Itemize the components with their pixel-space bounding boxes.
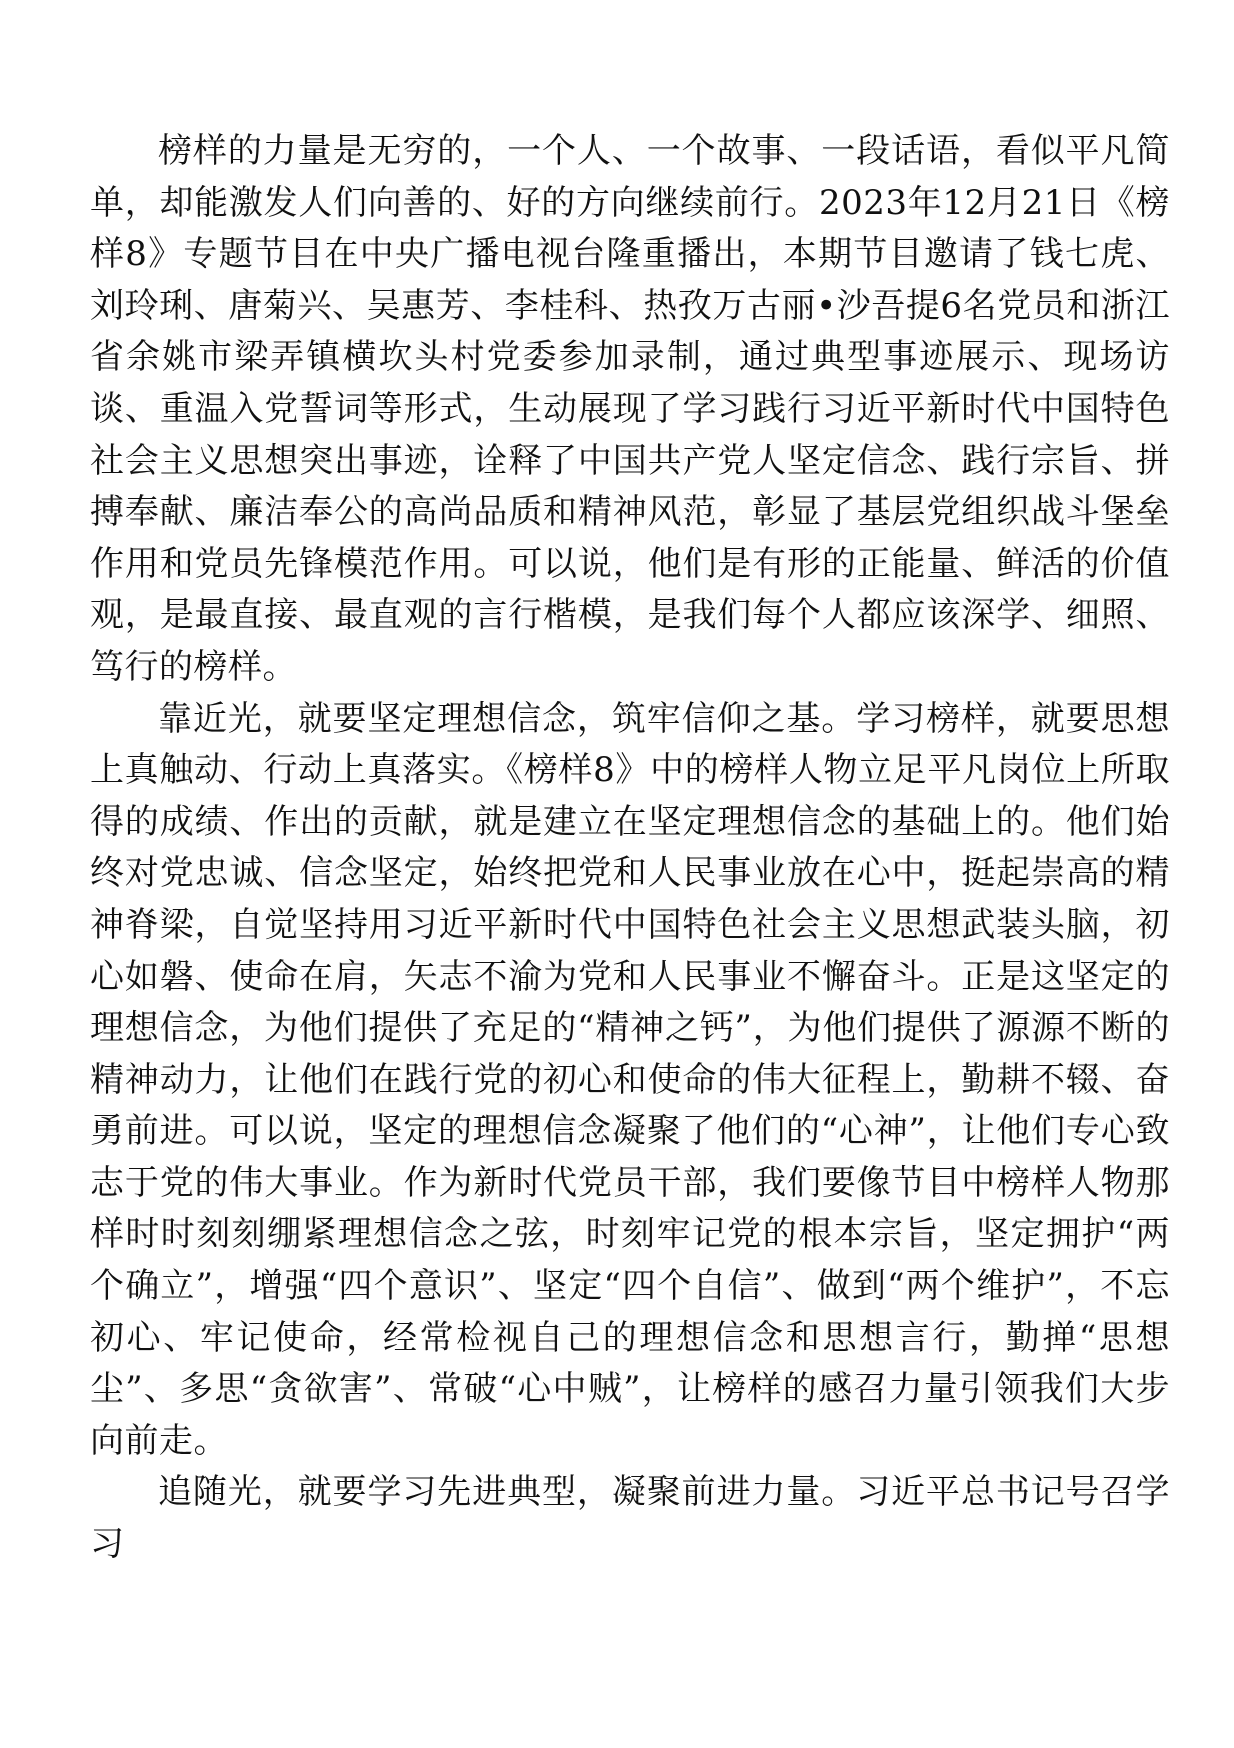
document-body: [90, 126, 1170, 1571]
paragraph-1: 榜样的力量是无穷的，一个人、一个故事、一段话语，看似平凡简单，却能激发人们向善的、好的方向继续前行。2023年12月21日《榜样8》专题节目在中央广播电视台隆重播出，本期节目邀请了钱七虎、刘玲琍、唐菊兴、吴惠芳、李桂科、热孜万古丽•沙吾提6名党员和浙江省余姚市梁弄镇横坎头村党委参加录制，通过典型事迹展示、现场访谈、重温入党誓词等形式，生动展现了学习践行习近平新时代中国特色社会主义思想突出事迹，诠释了中国共产党人坚定信念、践行宗旨、拼搏奉献、廉洁奉公的高尚品质和精神风范，彰显了基层党组织战斗堡垒作用和党员先锋模范作用。可以说，他们是有形的正能量、鲜活的价值观，是最直接、最直观的言行楷模，是我们每个人都应该深学、细照、笃行的榜样。: [90, 131, 1170, 687]
paragraph-2: 靠近光，就要坚定理想信念，筑牢信仰之基。学习榜样，就要思想上真触动、行动上真落实。《榜样8》中的榜样人物立足平凡岗位上所取得的成绩、作出的贡献，就是建立在坚定理想信念的基础上的。他们始终对党忠诚、信念坚定，始终把党和人民事业放在心中，挺起崇高的精神脊梁，自觉坚持用习近平新时代中国特色社会主义思想武装头脑，初心如磐、使命在肩，矢志不渝为党和人民事业不懈奋斗。正是这坚定的理想信念，为他们提供了充足的“精神之钙”，为他们提供了源源不断的精神动力，让他们在践行党的初心和使命的伟大征程上，勤耕不辍、奋勇前进。可以说，坚定的理想信念凝聚了他们的“心神”，让他们专心致志于党的伟大事业。作为新时代党员干部，我们要像节目中榜样人物那样时时刻刻绷紧理想信念之弦，时刻牢记党的根本宗旨，坚定拥护“两个确立”，增强“四个意识”、坚定“四个自信”、做到“两个维护”，不忘初心、牢记使命，经常检视自己的理想信念和思想言行，勤掸“思想尘”、多思“贪欲害”、常破“心中贼”，让榜样的感召力量引领我们大步向前走。: [90, 698, 1170, 1461]
paragraph-3: 追随光，就要学习先进典型，凝聚前进力量。习近平总书记号召学习: [90, 1472, 1170, 1565]
